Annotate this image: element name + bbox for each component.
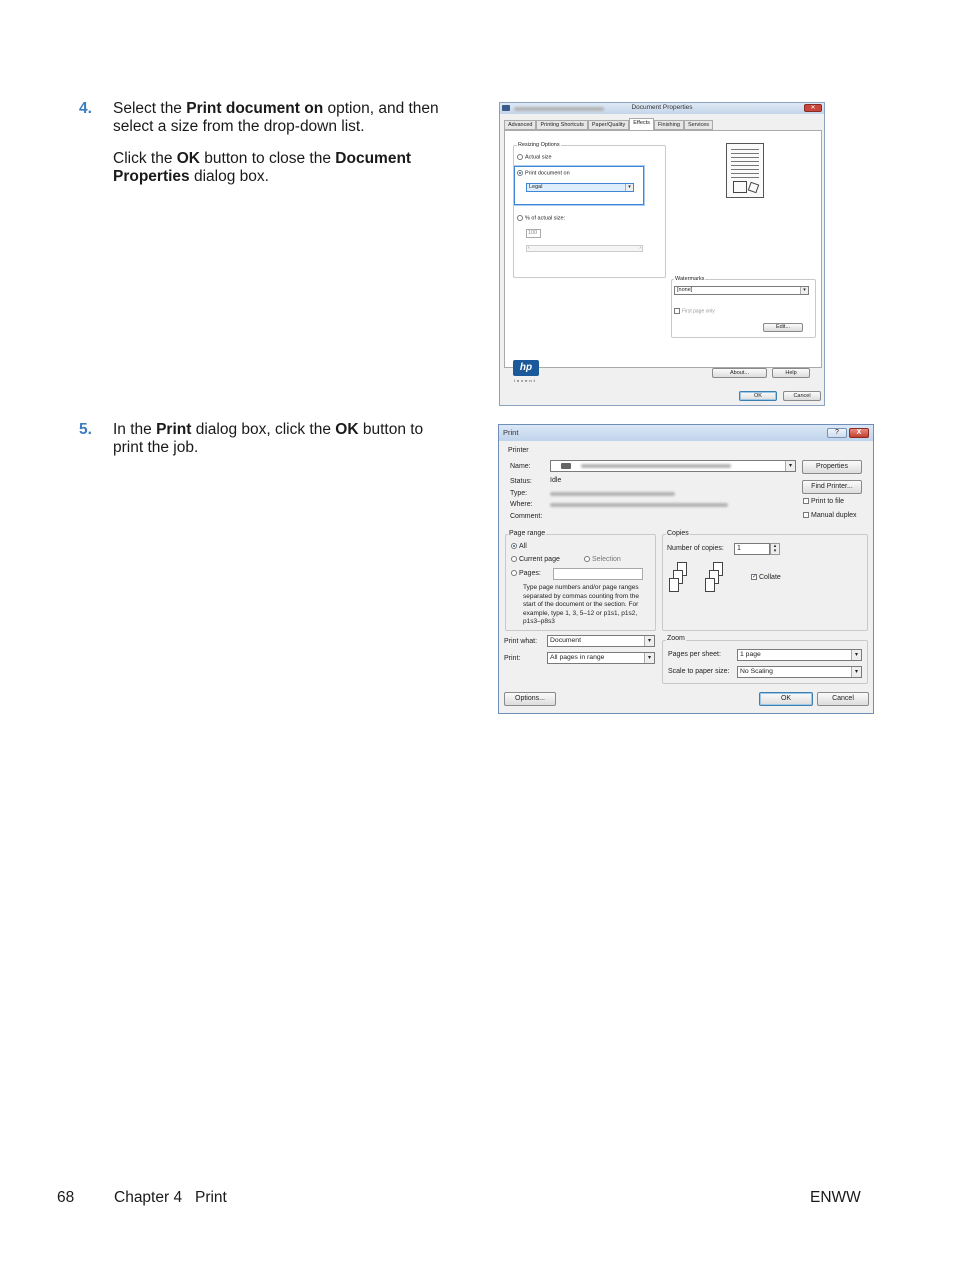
- current-page-option[interactable]: Current page: [511, 556, 560, 563]
- close-button[interactable]: ✕: [804, 104, 822, 112]
- pages-per-sheet-label: Pages per sheet:: [668, 651, 721, 658]
- current-page-radio[interactable]: [511, 556, 517, 562]
- about-button[interactable]: About...: [712, 368, 767, 378]
- tab-paper-quality[interactable]: Paper/Quality: [588, 120, 629, 130]
- close-button[interactable]: X: [849, 428, 869, 438]
- percent-of-actual-size-option[interactable]: % of actual size:: [517, 215, 565, 221]
- copies-label: Copies: [667, 530, 689, 537]
- print-to-file-checkbox[interactable]: [803, 498, 809, 504]
- step-4-text: [113, 100, 453, 200]
- step-4-paragraph-1: Select the Print document on option, and then select a size from the drop-down list.: [113, 100, 439, 135]
- number-of-copies-label: Number of copies:: [667, 545, 724, 552]
- blurred-where-value: [550, 503, 728, 507]
- scroll-right-icon: ›: [639, 245, 641, 251]
- first-page-only-option[interactable]: First page only: [674, 308, 715, 314]
- step-5-text: [113, 421, 453, 471]
- scale-to-paper-size-label: Scale to paper size:: [668, 668, 730, 675]
- edit-button[interactable]: Edit...: [763, 323, 803, 332]
- dialog-title: Document Properties: [631, 104, 693, 111]
- print-title-bar: [499, 425, 873, 441]
- print-what-dropdown[interactable]: Document ▾: [547, 635, 655, 647]
- percent-input[interactable]: 100: [526, 229, 541, 238]
- zoom-label: Zoom: [667, 635, 685, 642]
- footer-right-label: ENWW: [810, 1189, 861, 1206]
- chevron-down-icon: ▾: [644, 636, 654, 646]
- collate-checkbox[interactable]: ✓: [752, 574, 758, 581]
- resizing-options-label: Resizing Options: [518, 142, 560, 148]
- actual-size-option[interactable]: Actual size: [517, 154, 552, 160]
- print-dialog: [498, 424, 874, 714]
- pages-help-text: Type page numbers and/or page ranges separated by commas counting from the start of the document or the section. For example, type 1, 3, 5–12 or p1s1, p1s2, p1s3–p8s3: [523, 584, 639, 625]
- scroll-left-icon: ‹: [528, 245, 530, 251]
- step-5-paragraph-1: In the Print dialog box, click the OK button to print the job.: [113, 421, 424, 456]
- page-number: 68: [57, 1189, 75, 1206]
- selection-radio[interactable]: [584, 556, 590, 562]
- tab-advanced[interactable]: Advanced: [504, 120, 536, 130]
- page-preview-icon: [726, 143, 764, 198]
- chevron-down-icon: ▾: [644, 653, 654, 663]
- watermarks-label: Watermarks: [675, 276, 705, 282]
- title-bar: [500, 103, 824, 114]
- effects-tab-panel: [504, 130, 822, 368]
- paper-size-dropdown[interactable]: Legal ▾: [526, 183, 634, 192]
- chevron-down-icon: ▾: [851, 667, 861, 677]
- pages-radio[interactable]: [511, 570, 517, 576]
- cancel-button[interactable]: Cancel: [783, 391, 821, 401]
- step-4-paragraph-2: Click the OK button to close the Document Properties dialog box.: [113, 150, 412, 185]
- first-page-only-checkbox[interactable]: [674, 308, 680, 314]
- comment-label: Comment:: [510, 513, 543, 520]
- copies-spinner[interactable]: ▴ ▾: [770, 543, 780, 555]
- print-range-dropdown[interactable]: All pages in range ▾: [547, 652, 655, 664]
- options-button[interactable]: Options...: [504, 692, 556, 706]
- print-document-on-option[interactable]: Print document on: [517, 170, 570, 176]
- hp-logo: hp: [513, 360, 539, 376]
- print-label: Print:: [504, 655, 521, 662]
- chapter-title: Chapter 4 Print: [114, 1189, 227, 1206]
- step-5-number: 5.: [79, 421, 92, 438]
- pages-option[interactable]: Pages:: [511, 570, 541, 577]
- printer-icon: [561, 463, 571, 469]
- resizing-options-group: [513, 145, 666, 278]
- tab-strip: [504, 120, 713, 130]
- print-dialog-title: Print: [503, 428, 519, 437]
- actual-size-radio[interactable]: [517, 154, 523, 160]
- status-label: Status:: [510, 478, 532, 485]
- manual-duplex-checkbox[interactable]: [803, 512, 809, 518]
- manual-duplex-option[interactable]: Manual duplex: [803, 512, 857, 519]
- percent-radio[interactable]: [517, 215, 523, 221]
- copies-input[interactable]: 1: [734, 543, 770, 555]
- hp-tagline: invent: [514, 378, 537, 383]
- where-label: Where:: [510, 501, 533, 508]
- status-value: Idle: [550, 477, 562, 484]
- tab-finishing[interactable]: Finishing: [654, 120, 684, 130]
- blurred-type-value: [550, 492, 675, 496]
- chevron-down-icon: ▾: [785, 461, 795, 471]
- print-to-file-option[interactable]: Print to file: [803, 498, 844, 505]
- ok-button[interactable]: OK: [739, 391, 777, 401]
- printer-group-label: Printer: [508, 447, 529, 454]
- document-properties-dialog: [499, 102, 825, 406]
- chevron-down-icon: ▾: [851, 650, 861, 660]
- percent-slider[interactable]: [526, 245, 643, 252]
- pages-input[interactable]: [553, 568, 643, 580]
- type-label: Type:: [510, 490, 528, 497]
- tab-services[interactable]: Services: [684, 120, 713, 130]
- step-4-number: 4.: [79, 100, 92, 117]
- find-printer-button[interactable]: Find Printer...: [802, 480, 862, 494]
- tab-effects[interactable]: Effects: [629, 118, 654, 130]
- page-range-label: Page range: [509, 530, 546, 537]
- scale-to-paper-size-dropdown[interactable]: No Scaling ▾: [737, 666, 862, 678]
- print-document-on-radio[interactable]: [517, 170, 523, 176]
- pages-per-sheet-dropdown[interactable]: 1 page ▾: [737, 649, 862, 661]
- all-option[interactable]: All: [511, 543, 527, 550]
- collate-option[interactable]: ✓ Collate: [752, 574, 781, 581]
- blurred-printer-name: [581, 464, 731, 468]
- all-radio[interactable]: [511, 543, 517, 549]
- cancel-button[interactable]: Cancel: [817, 692, 869, 706]
- help-button[interactable]: Help: [772, 368, 810, 378]
- watermark-dropdown[interactable]: [none] ▾: [674, 286, 809, 295]
- help-button[interactable]: ?: [827, 428, 847, 438]
- name-label: Name:: [510, 463, 531, 470]
- uncollated-pages-icon: [669, 562, 721, 598]
- selection-option[interactable]: Selection: [584, 556, 621, 563]
- printer-name-dropdown[interactable]: [550, 460, 796, 472]
- chevron-down-icon: ▾: [800, 287, 808, 294]
- chevron-down-icon: ▾: [625, 184, 633, 191]
- ok-button[interactable]: OK: [759, 692, 813, 706]
- print-what-label: Print what:: [504, 638, 538, 645]
- properties-button[interactable]: Properties: [802, 460, 862, 474]
- tab-printing-shortcuts[interactable]: Printing Shortcuts: [536, 120, 587, 130]
